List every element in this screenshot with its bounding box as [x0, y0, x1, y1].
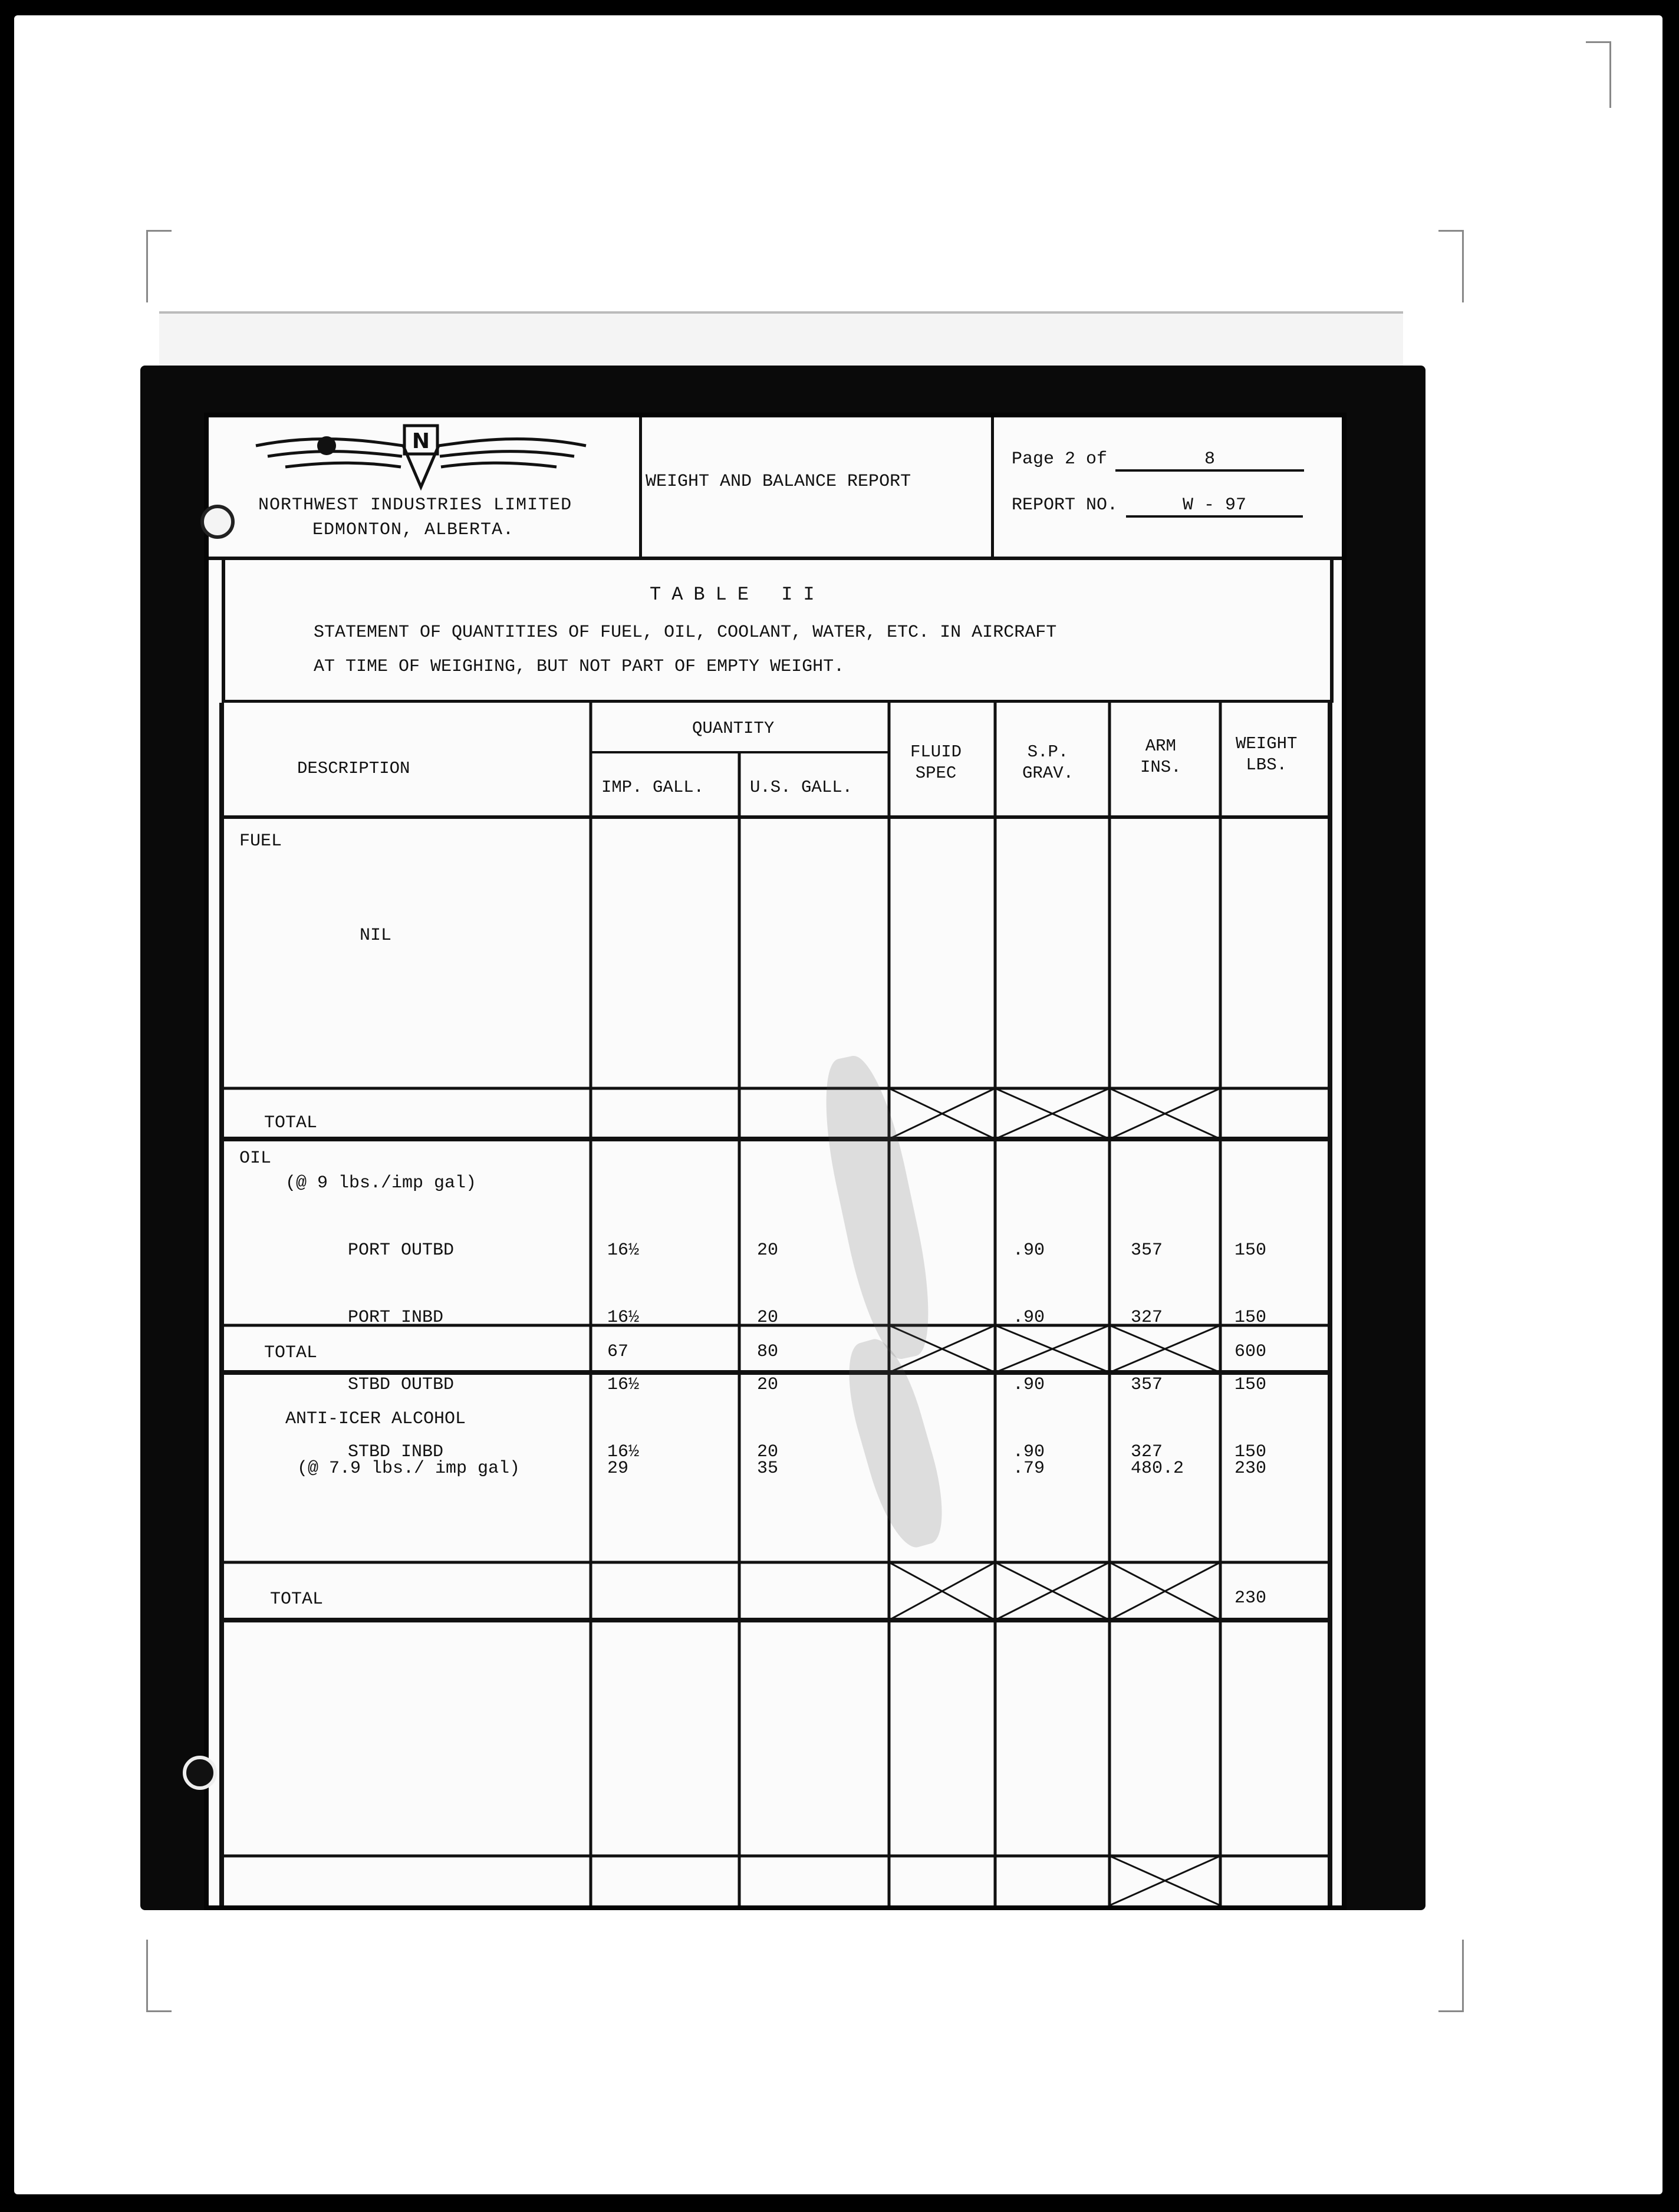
oil-grav-value: .90	[1013, 1240, 1045, 1260]
report-title-block	[642, 417, 994, 557]
crop-mark	[1438, 230, 1464, 302]
oil-grav-value: .90	[1013, 1375, 1045, 1395]
fuel-total-label: TOTAL	[264, 1113, 318, 1133]
oil-imp-value: 16½	[607, 1375, 640, 1395]
oil-us-value: 20	[757, 1442, 779, 1462]
company-name: NORTHWEST INDUSTRIES LIMITED	[258, 495, 572, 515]
report-sheet	[204, 413, 1347, 1910]
page-info-block	[994, 417, 1342, 557]
alcohol-arm: 480.2	[1131, 1459, 1184, 1479]
report-number-line	[1012, 495, 1303, 518]
description-column-header: DESCRIPTION	[297, 759, 410, 778]
clipboard-clip	[159, 311, 1403, 367]
arm-header-line: INS.	[1140, 758, 1181, 777]
oil-row-name: PORT OUTBD	[348, 1240, 455, 1260]
alcohol-heading: ANTI-ICER ALCOHOL	[285, 1409, 466, 1429]
alcohol-imp: 29	[607, 1459, 629, 1479]
alcohol-grav: .79	[1013, 1459, 1045, 1479]
water-stain	[835, 1332, 956, 1554]
oil-rate: (@ 9 lbs./imp gal)	[285, 1173, 477, 1193]
alcohol-total-label: TOTAL	[270, 1589, 324, 1609]
fluid-spec-header-line: FLUID	[910, 742, 962, 762]
fluid-spec-header-line: SPEC	[915, 763, 957, 783]
water-stain	[811, 1050, 943, 1365]
oil-arm-value: 327	[1131, 1308, 1163, 1328]
report-title: WEIGHT AND BALANCE REPORT	[646, 472, 911, 492]
oil-weight-value: 150	[1234, 1375, 1267, 1395]
oil-imp-value: 16½	[607, 1442, 640, 1462]
table-statement: STATEMENT OF QUANTITIES OF FUEL, OIL, COOLANT, WATER, ETC. IN AIRCRAFT	[314, 623, 1057, 643]
oil-total-weight: 600	[1234, 1342, 1267, 1362]
report-number: W - 97	[1126, 495, 1303, 518]
crop-mark	[146, 1940, 172, 2012]
oil-arm-value: 357	[1131, 1240, 1163, 1260]
us-gall-column-header: U.S. GALL.	[750, 778, 853, 797]
report-header	[209, 417, 1342, 560]
oil-us-value: 20	[757, 1308, 779, 1328]
weight-header-line: LBS.	[1246, 755, 1288, 775]
sp-grav-header-line: GRAV.	[1022, 763, 1074, 783]
company-city: EDMONTON, ALBERTA.	[312, 520, 515, 540]
table-statement: AT TIME OF WEIGHING, BUT NOT PART OF EMPTY WEIGHT.	[314, 657, 845, 677]
fluid-spec-column-header	[910, 742, 962, 784]
oil-total-imp: 67	[607, 1342, 629, 1362]
oil-grav-value: .90	[1013, 1442, 1045, 1462]
oil-grav-value: .90	[1013, 1308, 1045, 1328]
crop-mark	[1438, 1940, 1464, 2012]
table-label: TABLE II	[650, 584, 825, 605]
oil-imp-value: 16½	[607, 1308, 640, 1328]
oil-total-label: TOTAL	[264, 1343, 318, 1363]
oil-us-value: 20	[757, 1375, 779, 1395]
weight-column-header	[1236, 733, 1297, 776]
imp-gall-column-header: IMP. GALL.	[601, 778, 704, 797]
arm-column-header	[1140, 736, 1181, 778]
company-block	[209, 417, 642, 557]
crop-mark	[1586, 41, 1611, 108]
alcohol-rate: (@ 7.9 lbs./ imp gal)	[297, 1459, 521, 1479]
oil-row-name: STBD OUTBD	[348, 1375, 455, 1395]
oil-row-name: PORT INBD	[348, 1308, 444, 1328]
oil-heading: OIL	[239, 1148, 272, 1168]
oil-weight-value: 150	[1234, 1308, 1267, 1328]
alcohol-total-weight: 230	[1234, 1588, 1267, 1608]
oil-weight-value: 150	[1234, 1442, 1267, 1462]
fuel-heading: FUEL	[239, 831, 282, 851]
table-intro	[222, 560, 1334, 703]
alcohol-weight: 230	[1234, 1459, 1267, 1479]
oil-total-us: 80	[757, 1342, 779, 1362]
oil-imp-value: 16½	[607, 1240, 640, 1260]
winged-nw-logo-icon	[244, 422, 598, 493]
sp-grav-column-header	[1022, 742, 1074, 784]
oil-row-name: STBD INBD	[348, 1442, 444, 1462]
page-total: 8	[1115, 449, 1304, 472]
oil-us-value: 20	[757, 1240, 779, 1260]
arm-header-line: ARM	[1145, 736, 1176, 756]
binder-hole	[183, 1756, 217, 1790]
quantity-column-header: QUANTITY	[692, 719, 775, 738]
crop-mark	[146, 230, 172, 302]
fuel-value: NIL	[360, 926, 392, 946]
report-number-label: REPORT NO.	[1012, 495, 1118, 515]
page-label: Page 2 of	[1012, 449, 1108, 469]
oil-arm-value: 357	[1131, 1375, 1163, 1395]
svg-text:N: N	[411, 429, 430, 453]
sp-grav-header-line: S.P.	[1027, 742, 1069, 762]
oil-arm-value: 327	[1131, 1442, 1163, 1462]
weight-header-line: WEIGHT	[1236, 734, 1298, 753]
oil-weight-value: 150	[1234, 1240, 1267, 1260]
page-line	[1012, 449, 1304, 472]
alcohol-us: 35	[757, 1459, 779, 1479]
binder-hole	[200, 505, 235, 539]
